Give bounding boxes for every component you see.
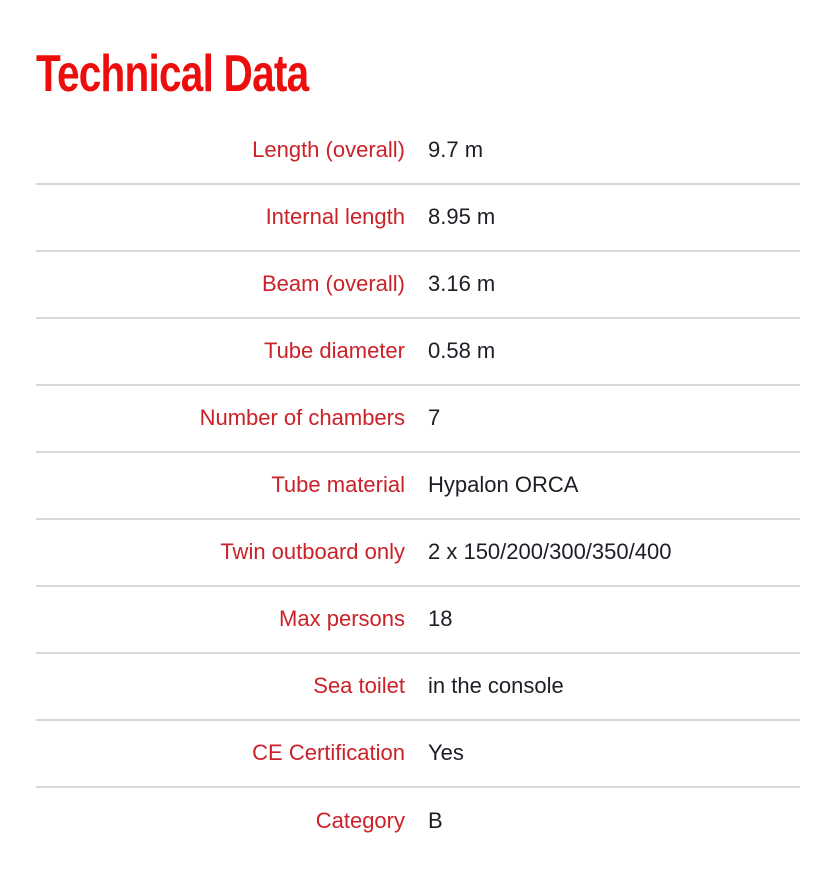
row-label: Beam (overall) [261,271,405,297]
row-label: CE Certification [252,740,405,766]
row-value: 8.95 m [428,204,496,230]
table-row [36,654,800,721]
page-title: Technical Data [36,45,309,103]
technical-data-table [36,118,800,855]
row-label: Tube diameter [263,338,405,364]
row-value: 7 [428,405,441,431]
table-row [36,319,800,386]
row-label: Number of chambers [199,405,405,431]
row-value: B [428,808,443,834]
table-row [36,520,800,587]
row-value: 2 x 150/200/300/350/400 [428,539,672,565]
row-value: in the console [428,673,564,699]
row-value: 9.7 m [428,137,484,163]
row-value: Hypalon ORCA [428,472,579,498]
row-label: Internal length [265,204,405,230]
row-label: Tube material [271,472,405,498]
table-row [36,185,800,252]
row-label: Length (overall) [252,137,405,163]
table-row [36,453,800,520]
row-label: Sea toilet [313,673,405,699]
row-label: Twin outboard only [220,539,405,565]
table-row [36,118,800,185]
row-value: 0.58 m [428,338,496,364]
row-label: Category [315,808,405,834]
table-row [36,721,800,788]
table-row [36,252,800,319]
table-row [36,386,800,453]
row-value: 18 [428,606,453,632]
row-value: 3.16 m [428,271,496,297]
table-row [36,788,800,855]
row-label: Max persons [279,606,405,632]
table-row [36,587,800,654]
row-value: Yes [428,740,464,766]
